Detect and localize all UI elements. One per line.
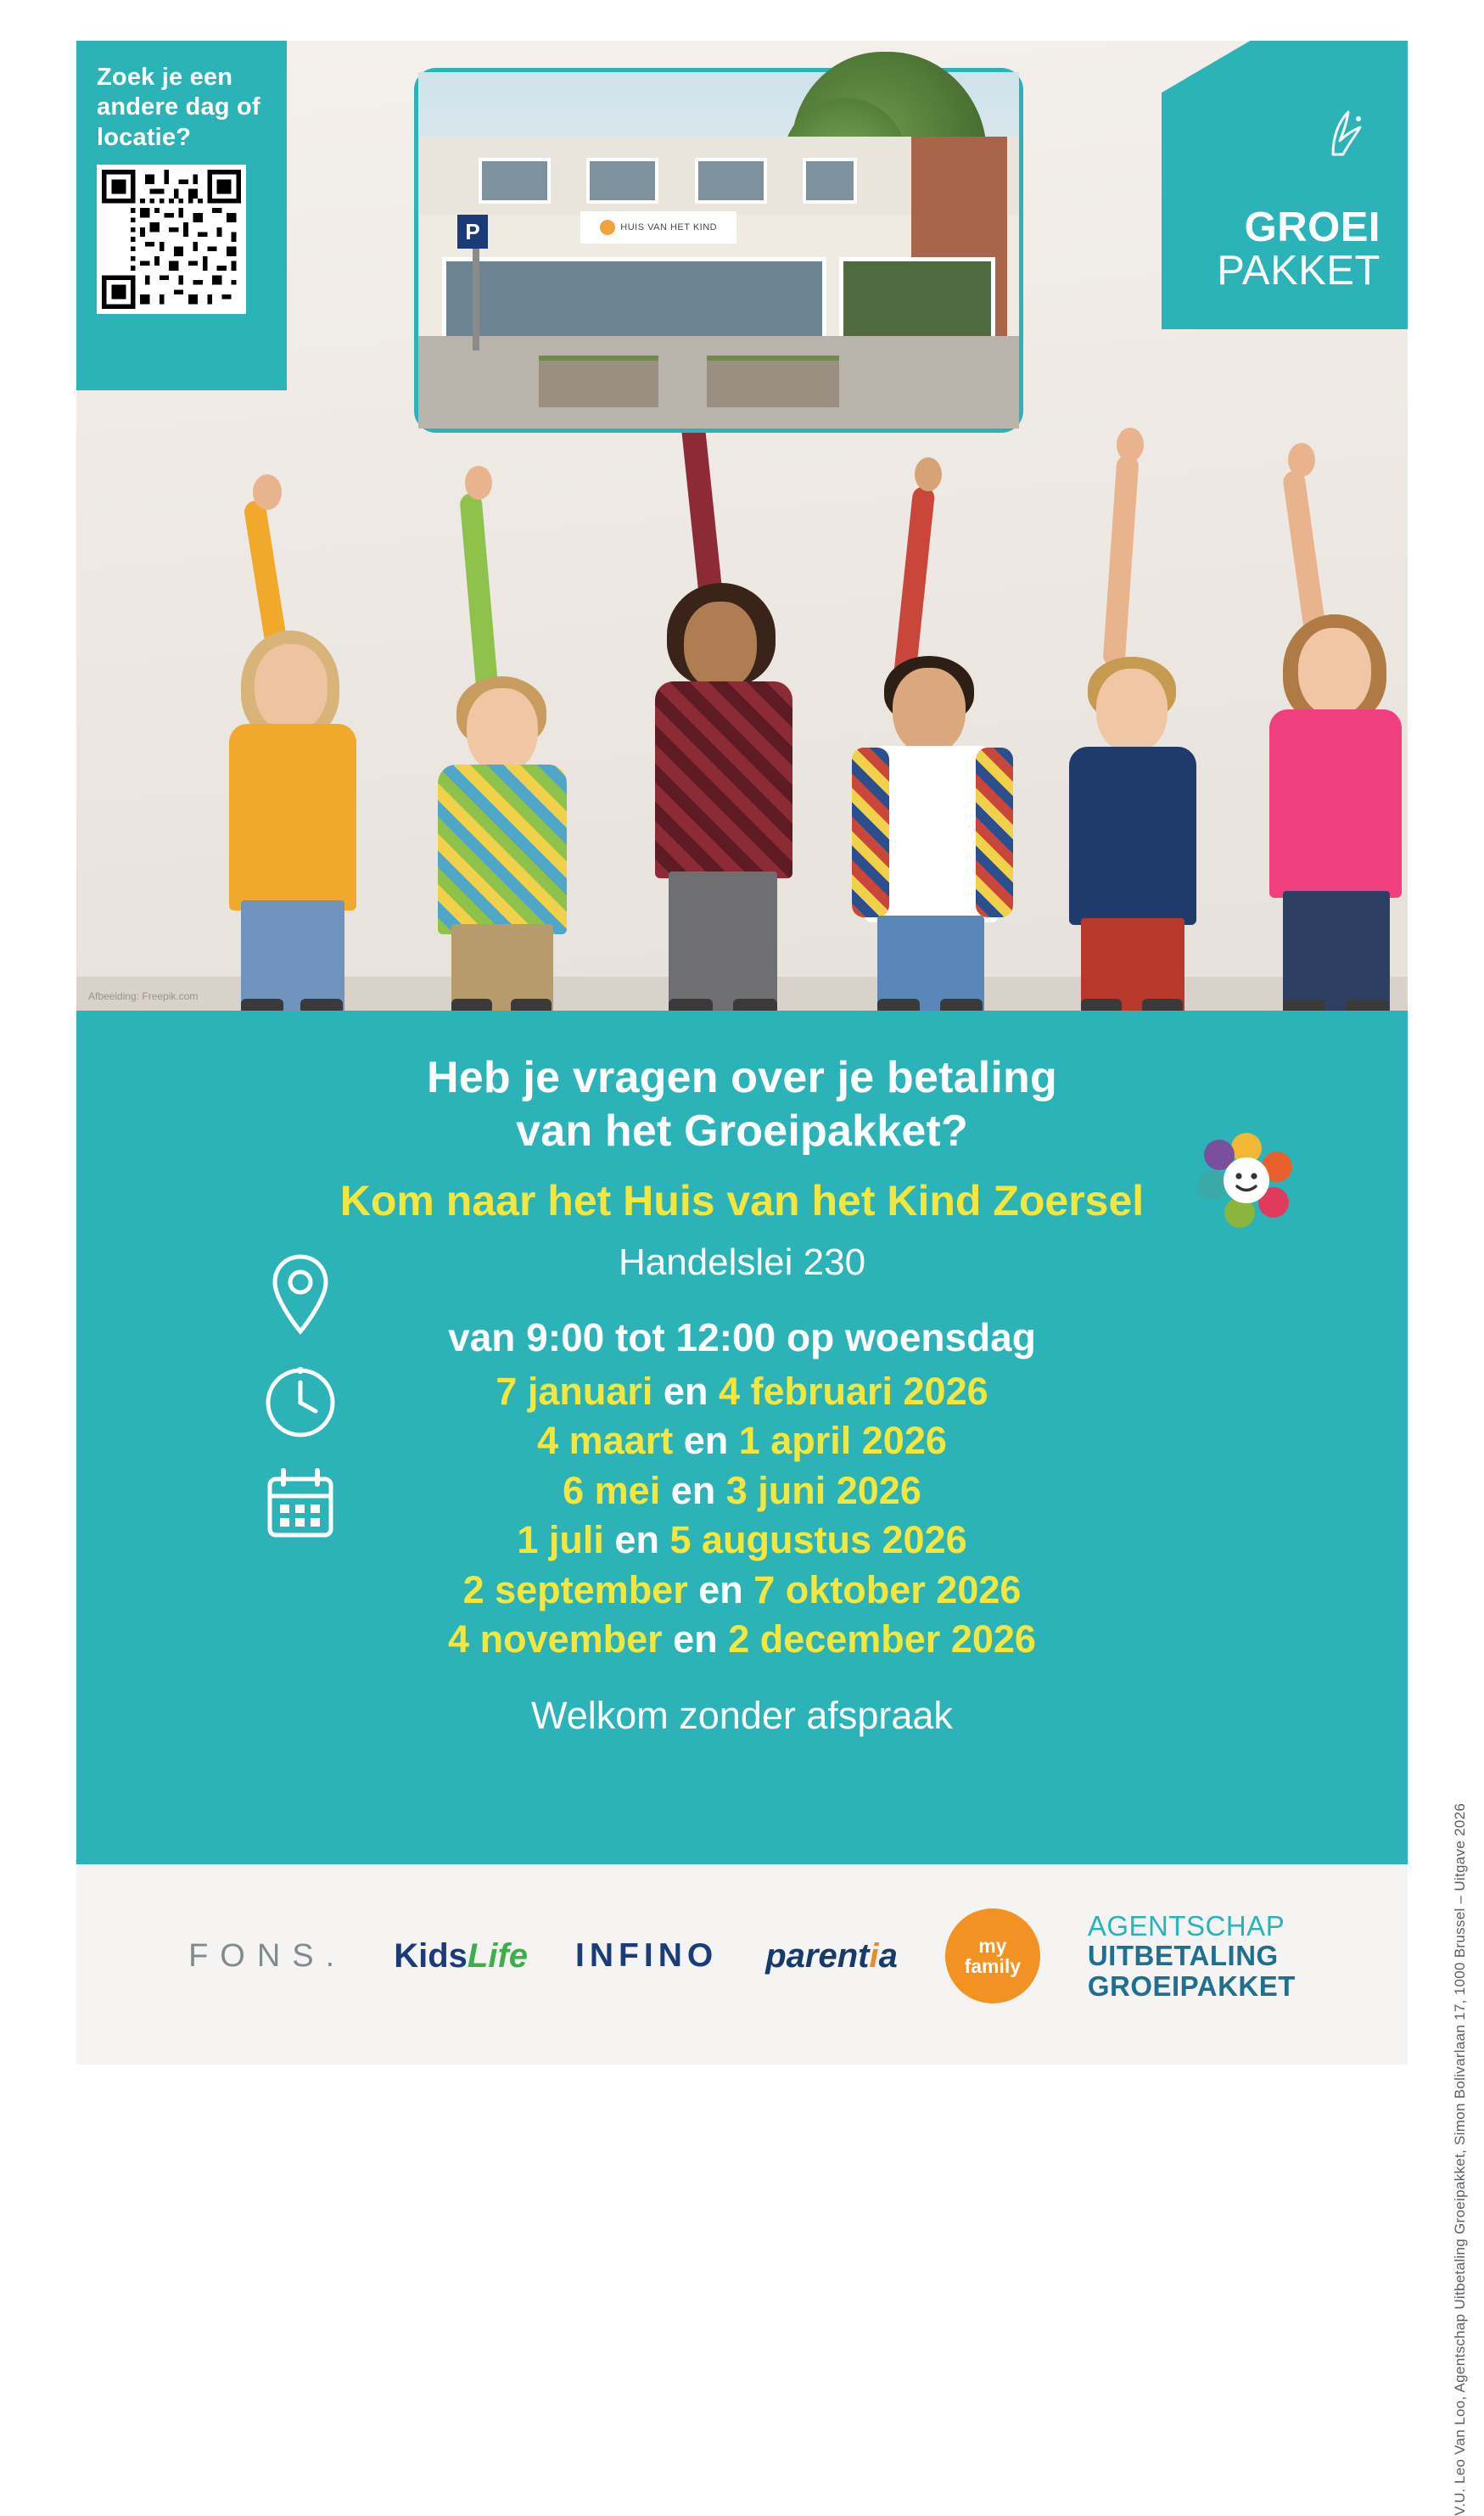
qr-box[interactable] xyxy=(76,41,287,390)
flemish-lion-icon xyxy=(1326,107,1370,160)
logo-agentschap-uitbetaling-groeipakket xyxy=(1088,1911,1296,2002)
calendar-icon xyxy=(261,1464,339,1542)
info-panel xyxy=(76,1011,1408,1864)
logo-fons: FONS. xyxy=(188,1937,347,1974)
building-sign-text: HUIS VAN HET KIND xyxy=(620,221,718,233)
date-first: 1 juli xyxy=(517,1518,604,1562)
logo-infino: INFINO xyxy=(575,1937,719,1974)
logo-parentia-a: parent xyxy=(765,1936,870,1975)
date-conjunction: en xyxy=(652,1369,719,1413)
date-conjunction: en xyxy=(660,1468,726,1512)
date-second: 2 december 2026 xyxy=(728,1617,1036,1661)
date-second: 5 augustus 2026 xyxy=(669,1518,967,1562)
date-second: 1 april 2026 xyxy=(738,1419,947,1463)
logo-agentschap-line1: AGENTSCHAP xyxy=(1087,1909,1285,1942)
date-first: 2 september xyxy=(462,1567,688,1611)
date-second: 7 oktober 2026 xyxy=(753,1567,1022,1611)
qr-code-icon[interactable] xyxy=(97,165,246,314)
date-row xyxy=(76,1615,1408,1665)
logo-kidslife xyxy=(394,1937,528,1975)
photo-credit: Afbeelding: Freepik.com xyxy=(88,990,199,1002)
building-sign xyxy=(580,211,736,244)
child-3 xyxy=(619,502,815,1011)
logo-kidslife-kids: Kids xyxy=(394,1936,468,1975)
date-first: 4 maart xyxy=(537,1419,674,1463)
vu-legal-text: V.U. Leo Van Loo, Agentschap Uitbetaling Groeipakket, Simon Bolivarlaan 17, 1000 Brussel – Uitgave 2026 xyxy=(1452,1802,1468,2516)
child-6 xyxy=(1239,523,1430,1011)
groeipakket-line2: PAKKET xyxy=(1217,248,1380,294)
date-conjunction: en xyxy=(662,1617,729,1661)
location-pin-icon xyxy=(261,1250,339,1338)
child-5 xyxy=(1044,548,1226,1011)
headline-line2: van het Groeipakket? xyxy=(516,1107,968,1157)
child-2 xyxy=(416,552,598,1011)
logo-my-family-family: family xyxy=(964,1955,1022,1977)
child-4 xyxy=(840,535,1027,1011)
info-icon-column xyxy=(261,1250,363,1564)
huis-van-het-kind-flower-icon xyxy=(1196,1129,1297,1231)
logo-my-family-my: my xyxy=(978,1934,1007,1957)
logo-agentschap-line3: GROEIPAKKET xyxy=(1087,1970,1296,2002)
building-photo xyxy=(414,68,1023,433)
child-1 xyxy=(195,535,390,1011)
kids-photo xyxy=(76,417,1408,1011)
date-conjunction: en xyxy=(673,1419,739,1463)
date-conjunction: en xyxy=(687,1567,754,1611)
logo-parentia-dot: i xyxy=(869,1936,879,1975)
clock-icon xyxy=(261,1360,339,1442)
date-first: 7 januari xyxy=(496,1369,653,1413)
opening-hours: van 9:00 tot 12:00 op woensdag xyxy=(448,1314,1036,1359)
photo-area xyxy=(76,41,1408,1011)
date-second: 4 februari 2026 xyxy=(718,1369,988,1413)
date-conjunction: en xyxy=(603,1518,670,1562)
location-title: Kom naar het Huis van het Kind Zoersel xyxy=(339,1176,1145,1224)
headline-line1: Heb je vragen over je betaling xyxy=(427,1053,1057,1102)
address: Handelslei 230 xyxy=(618,1241,866,1283)
date-first: 6 mei xyxy=(563,1468,661,1512)
flower-icon xyxy=(600,220,615,235)
logo-kidslife-life: Life xyxy=(467,1936,529,1975)
qr-title: Zoek je een andere dag of locatie? xyxy=(97,64,260,151)
parking-sign: P xyxy=(457,215,488,249)
walk-in-note: Welkom zonder afspraak xyxy=(531,1693,953,1737)
logo-parentia xyxy=(765,1937,898,1975)
footer-logos xyxy=(76,1864,1408,2065)
logo-parentia-b: a xyxy=(878,1936,898,1975)
logo-my-family xyxy=(945,1908,1040,2003)
groeipakket-wordmark xyxy=(1217,207,1380,292)
logo-agentschap-line2: UITBETALING xyxy=(1087,1940,1279,1972)
date-first: 4 november xyxy=(448,1617,663,1661)
groeipakket-line1: GROEI xyxy=(1244,205,1380,250)
date-second: 3 juni 2026 xyxy=(725,1468,921,1512)
date-row xyxy=(76,1566,1408,1616)
